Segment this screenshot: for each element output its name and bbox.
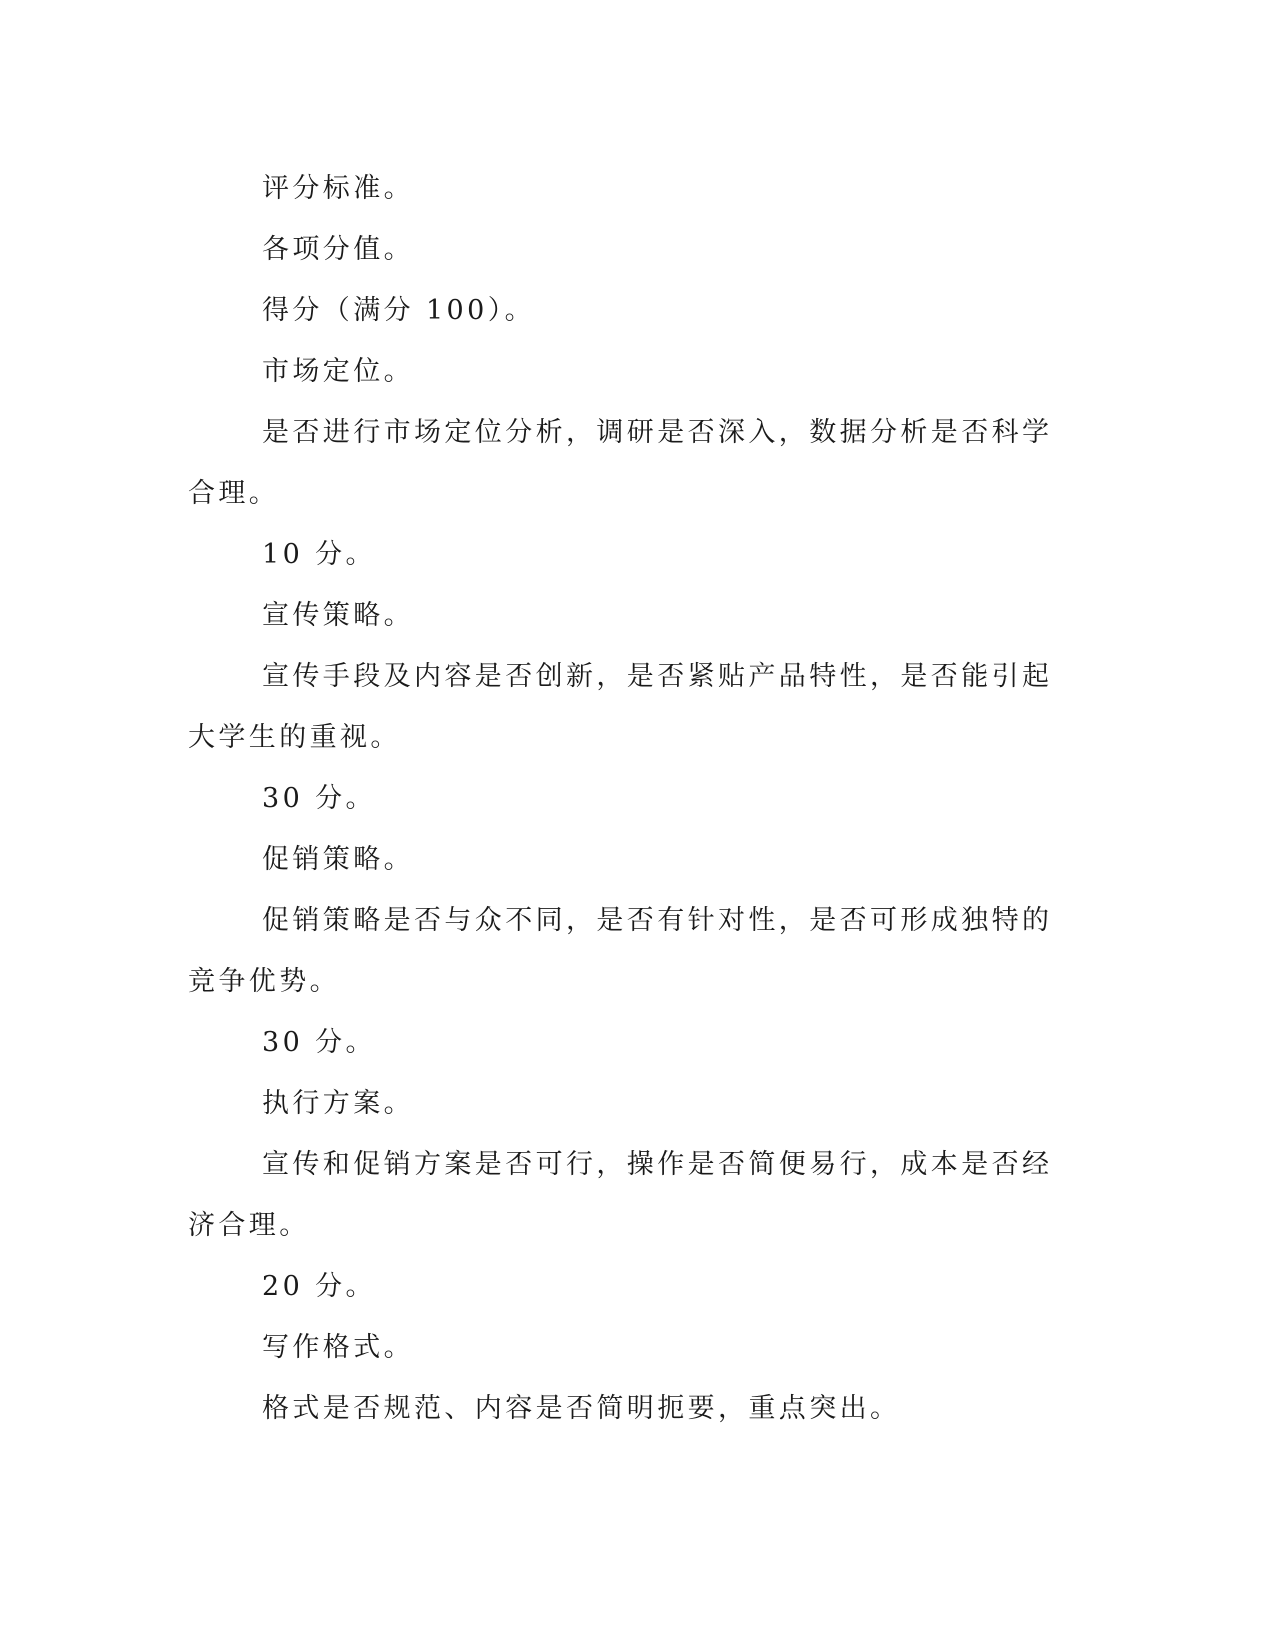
item-market-positioning-score: 10 分。 (262, 539, 376, 570)
item-publicity-score: 30 分。 (262, 783, 376, 814)
item-writing-format-criteria: 格式是否规范、内容是否简明扼要，重点突出。 (262, 1393, 901, 1424)
heading-item-scores: 各项分值。 (262, 234, 414, 265)
item-promotion-score: 30 分。 (262, 1027, 376, 1058)
item-execution-criteria: 宣传和促销方案是否可行，操作是否简便易行，成本是否经济合理。 (188, 1149, 1053, 1241)
item-promotion-criteria: 促销策略是否与众不同，是否有针对性，是否可形成独特的竞争优势。 (188, 905, 1053, 997)
item-writing-format-title: 写作格式。 (262, 1332, 414, 1363)
item-publicity-criteria: 宣传手段及内容是否创新，是否紧贴产品特性，是否能引起大学生的重视。 (188, 661, 1053, 753)
item-market-positioning-criteria: 是否进行市场定位分析，调研是否深入，数据分析是否科学合理。 (188, 417, 1053, 509)
item-market-positioning-title: 市场定位。 (262, 356, 414, 387)
heading-scoring-criteria: 评分标准。 (262, 173, 414, 204)
total-score-line: 得分（满分 100）。 (262, 295, 536, 326)
item-execution-title: 执行方案。 (262, 1088, 414, 1119)
item-execution-score: 20 分。 (262, 1271, 376, 1302)
item-publicity-title: 宣传策略。 (262, 600, 414, 631)
item-promotion-title: 促销策略。 (262, 844, 414, 875)
